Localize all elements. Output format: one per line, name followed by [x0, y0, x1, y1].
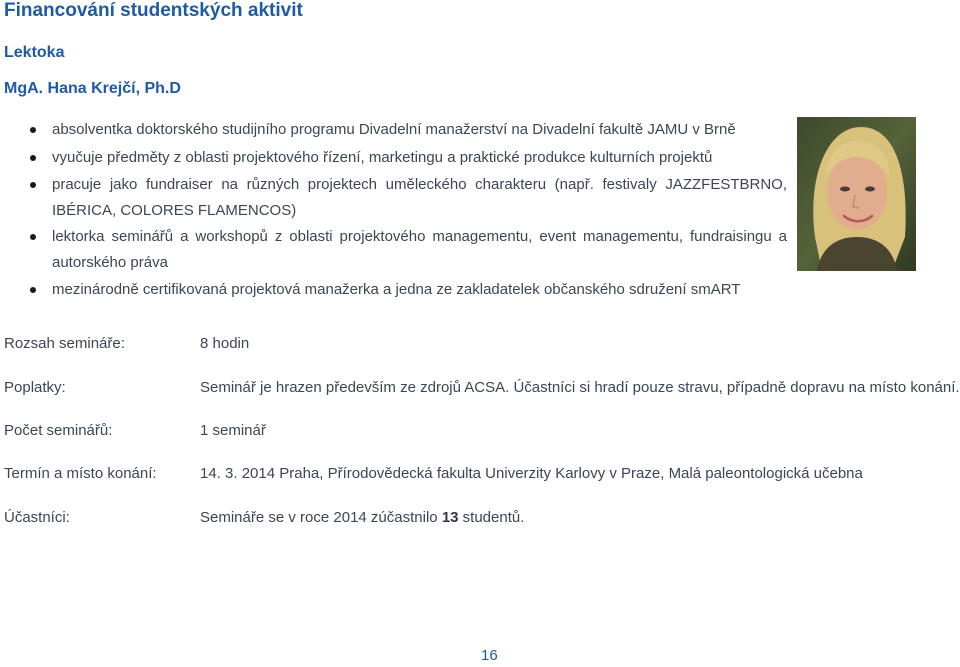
date-place-label: Termín a místo konání: — [4, 465, 157, 482]
count-label: Počet seminářů: — [4, 422, 113, 439]
duration-label: Rozsah semináře: — [4, 335, 125, 352]
portrait-image — [797, 117, 916, 271]
participants-value — [200, 509, 524, 526]
participants-suffix: studentů. — [462, 509, 525, 526]
bio-item: lektorka seminářů a workshopů z oblasti projektového managementu, event managementu, fundraisingu a autorského práva — [52, 224, 787, 276]
role-heading: Lektoka — [4, 44, 65, 61]
lecturer-photo — [797, 117, 916, 271]
participants-count: 13 — [441, 509, 459, 526]
participants-prefix: Semináře se v roce 2014 zúčastnilo — [200, 509, 438, 526]
lecturer-name: MgA. Hana Krejčí, Ph.D — [4, 80, 181, 97]
bio-item: absolventka doktorského studijního programu Divadelní manažerství na Divadelní fakultě JAMU v Brně — [52, 117, 787, 143]
date-place-value: 14. 3. 2014 Praha, Přírodovědecká fakulta Univerzity Karlovy v Praze, Malá paleontologická učebna — [200, 465, 863, 482]
duration-value: 8 hodin — [200, 335, 250, 352]
page-title: Financování studentských aktivit — [4, 0, 303, 21]
bio-item: mezinárodně certifikovaná projektová manažerka a jedna ze zakladatelek občanského sdružení smART — [52, 277, 787, 303]
bio-item: vyučuje předměty z oblasti projektového řízení, marketingu a praktické produkce kulturních projektů — [52, 145, 787, 171]
count-value: 1 seminář — [200, 422, 266, 439]
fees-value: Seminář je hrazen především ze zdrojů ACSA. Účastníci si hradí pouze stravu, případně dopravu na místo konání. — [200, 379, 960, 396]
bio-item: pracuje jako fundraiser na různých projektech uměleckého charakteru (např. festivaly JAZZFESTBRNO, IBÉRICA, COLORES FLAMENCOS) — [52, 172, 787, 224]
page-number: 16 — [481, 647, 498, 664]
fees-label: Poplatky: — [4, 379, 66, 396]
participants-label: Účastníci: — [4, 509, 70, 526]
